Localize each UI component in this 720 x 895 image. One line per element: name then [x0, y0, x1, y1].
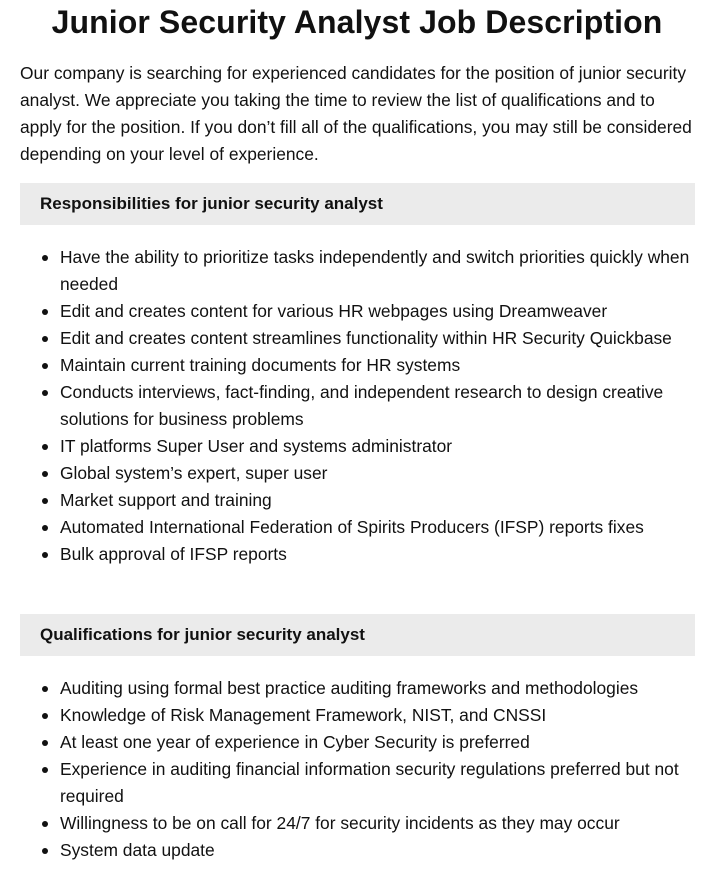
bullet-icon: [42, 390, 48, 396]
list-item-text: Auditing using formal best practice auditing frameworks and methodologies: [60, 678, 639, 698]
bullet-icon: [42, 552, 48, 558]
list-item: [60, 298, 696, 325]
list-item: [60, 756, 696, 810]
list-item-text: IT platforms Super User and systems administrator: [60, 436, 453, 456]
bullet-icon: [42, 471, 48, 477]
list-item-text: Edit and creates content streamlines functionality within HR Security Quickbase: [60, 328, 672, 348]
qualifications-heading: Qualifications for junior security analyst: [20, 614, 695, 656]
bullet-icon: [42, 848, 48, 854]
list-item: [60, 487, 696, 514]
page-title: Junior Security Analyst Job Description: [51, 4, 663, 40]
bullet-icon: [42, 713, 48, 719]
list-item-text: Have the ability to prioritize tasks independently and switch priorities quickly when needed: [60, 247, 690, 294]
list-item-text: Global system’s expert, super user: [60, 463, 328, 483]
list-item-text: Knowledge of Risk Management Framework, NIST, and CNSSI: [60, 705, 547, 725]
list-item: [60, 352, 696, 379]
bullet-icon: [42, 444, 48, 450]
responsibilities-heading: Responsibilities for junior security analyst: [20, 183, 695, 225]
list-item-text: Willingness to be on call for 24/7 for security incidents as they may occur: [60, 813, 620, 833]
bullet-icon: [42, 740, 48, 746]
bullet-icon: [42, 363, 48, 369]
list-item: [60, 729, 696, 756]
list-item-text: Market support and training: [60, 490, 272, 510]
bullet-icon: [42, 686, 48, 692]
bullet-icon: [42, 767, 48, 773]
list-item: [60, 244, 696, 298]
list-item-text: Automated International Federation of Spirits Producers (IFSP) reports fixes: [60, 517, 644, 537]
list-item-text: Edit and creates content for various HR webpages using Dreamweaver: [60, 301, 608, 321]
list-item: [60, 675, 696, 702]
list-item-text: At least one year of experience in Cyber Security is preferred: [60, 732, 530, 752]
intro-paragraph: Our company is searching for experienced candidates for the position of junior security analyst. We appreciate you taking the time to review the list of qualifications and to apply for the position. If you don’t fill all of the qualifications, you may still be considered depending on your level of experience.: [20, 63, 692, 164]
list-item-text: Conducts interviews, fact-finding, and independent research to design creative solutions for business problems: [60, 382, 664, 429]
bullet-icon: [42, 525, 48, 531]
list-item: [60, 837, 696, 864]
bullet-icon: [42, 309, 48, 315]
list-item: [60, 460, 696, 487]
qualifications-list: [20, 675, 696, 864]
list-item-text: System data update: [60, 840, 215, 860]
bullet-icon: [42, 821, 48, 827]
list-item: [60, 379, 696, 433]
list-item: [60, 810, 696, 837]
responsibilities-list: [20, 244, 696, 568]
list-item: [60, 514, 696, 541]
list-item: [60, 325, 696, 352]
bullet-icon: [42, 498, 48, 504]
list-item-text: Experience in auditing financial information security regulations preferred but not required: [60, 759, 679, 806]
bullet-icon: [42, 255, 48, 261]
list-item: [60, 702, 696, 729]
list-item: [60, 541, 696, 568]
bullet-icon: [42, 336, 48, 342]
list-item-text: Bulk approval of IFSP reports: [60, 544, 287, 564]
list-item-text: Maintain current training documents for HR systems: [60, 355, 461, 375]
list-item: [60, 433, 696, 460]
